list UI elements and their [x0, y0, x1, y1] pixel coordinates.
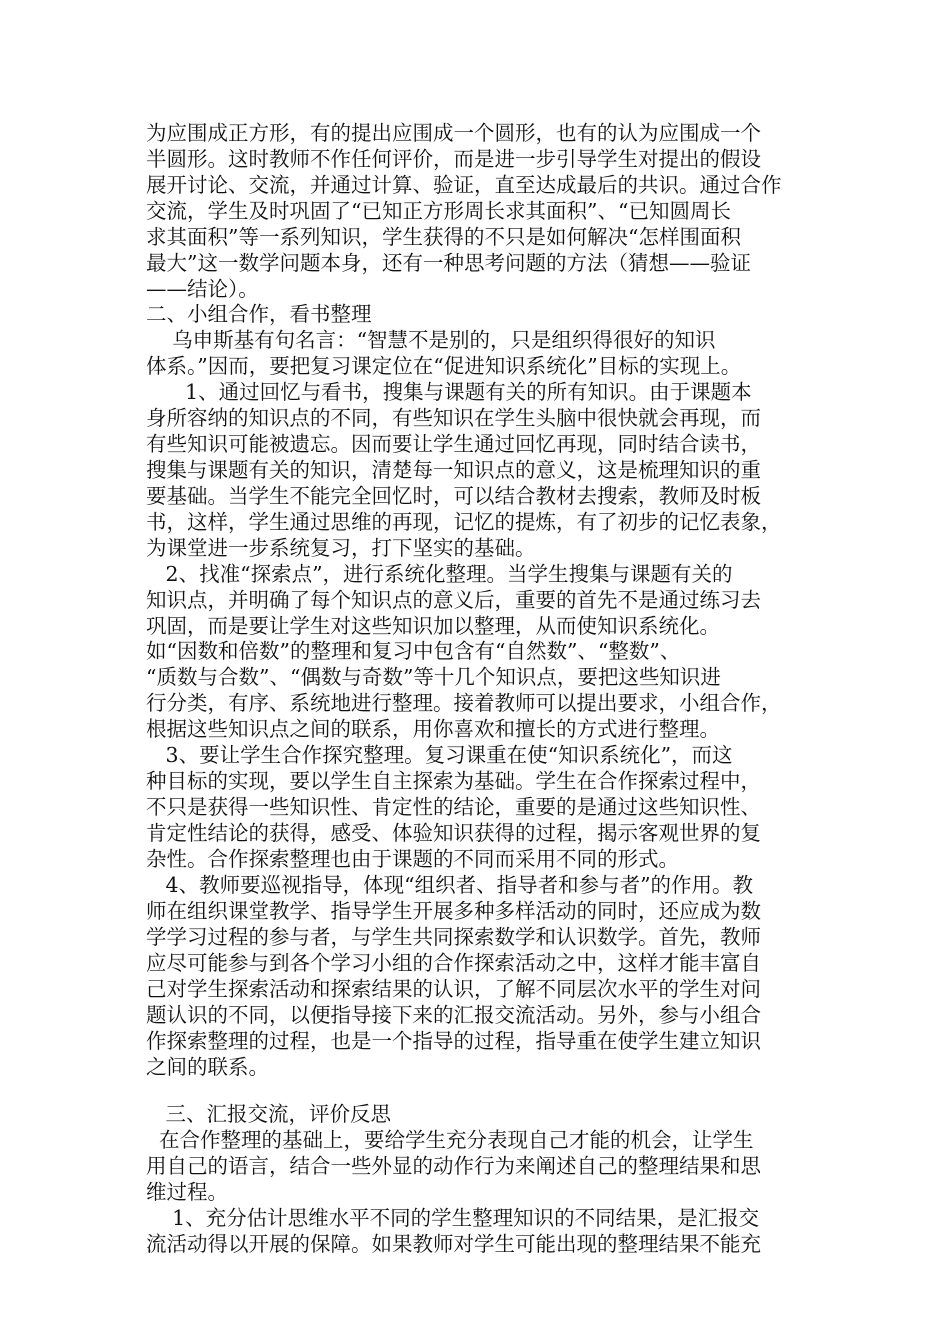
paragraph-line: 杂性。合作探索整理也由于课题的不同而采用不同的形式。	[146, 847, 679, 871]
paragraph-line: 师在组织课堂教学、指导学生开展多种多样活动的同时，还应成为数	[146, 899, 761, 923]
paragraph-line: 交流，学生及时巩固了“已知正方形周长求其面积”、“已知圆周长	[146, 199, 731, 223]
paragraph-line: “质数与合数”、“偶数与奇数”等十几个知识点，要把这些知识进	[146, 665, 721, 689]
section-heading: 三、汇报交流，评价反思	[146, 1102, 392, 1126]
paragraph-line: 流活动得以开展的保障。如果教师对学生可能出现的整理结果不能充	[146, 1232, 761, 1256]
paragraph-line: 己对学生探索活动和探索结果的认识，了解不同层次水平的学生对问	[146, 977, 761, 1001]
paragraph-line: 为应围成正方形，有的提出应围成一个圆形，也有的认为应围成一个	[146, 121, 761, 145]
paragraph-line: 体系。”因而，要把复习课定位在“促进知识系统化”目标的实现上。	[146, 354, 742, 378]
paragraph-line: 为课堂进一步系统复习，打下坚实的基础。	[146, 536, 536, 560]
paragraph-line: 不只是获得一些知识性、肯定性的结论，重要的是通过这些知识性、	[146, 795, 761, 819]
paragraph-line: 搜集与课题有关的知识，清楚每一知识点的意义，这是梳理知识的重	[146, 458, 761, 482]
paragraph-line: 1、充分估计思维水平不同的学生整理知识的不同结果，是汇报交	[146, 1206, 760, 1230]
paragraph-line: 如“因数和倍数”的整理和复习中包含有“自然数”、“整数”、	[146, 639, 681, 663]
paragraph-line: 行分类，有序、系统地进行整理。接着教师可以提出要求，小组合作，	[146, 691, 782, 715]
paragraph-line: ——结论）。	[146, 277, 259, 301]
paragraph-line: 展开讨论、交流，并通过计算、验证，直至达成最后的共识。通过合作	[146, 173, 782, 197]
paragraph-line: 有些知识可能被遗忘。因而要让学生通过回忆再现，同时结合读书，	[146, 432, 761, 456]
paragraph-line: 种目标的实现，要以学生自主探索为基础。学生在合作探索过程中，	[146, 769, 761, 793]
paragraph-line: 半圆形。这时教师不作任何评价，而是进一步引导学生对提出的假设	[146, 147, 761, 171]
paragraph-line: 身所容纳的知识点的不同，有些知识在学生头脑中很快就会再现，而	[146, 406, 761, 430]
paragraph-line: 最大”这一数学问题本身，还有一种思考问题的方法（猜想——验证	[146, 251, 751, 275]
paragraph-line: 维过程。	[146, 1180, 228, 1204]
paragraph-line: 用自己的语言，结合一些外显的动作行为来阐述自己的整理结果和思	[146, 1154, 761, 1178]
paragraph-line: 巩固，而是要让学生对这些知识加以整理，从而使知识系统化。	[146, 614, 720, 638]
paragraph-line: 书，这样，学生通过思维的再现，记忆的提炼，有了初步的记忆表象，	[146, 510, 782, 534]
paragraph-line: 3、要让学生合作探究整理。复习课重在使“知识系统化”，而这	[146, 743, 733, 767]
paragraph-line: 题认识的不同，以便指导接下来的汇报交流活动。另外，参与小组合	[146, 1003, 761, 1027]
section-heading: 二、小组合作，看书整理	[146, 302, 372, 326]
paragraph-line: 肯定性结论的获得，感受、体验知识获得的过程，揭示客观世界的复	[146, 821, 761, 845]
paragraph-line: 作探索整理的过程，也是一个指导的过程，指导重在使学生建立知识	[146, 1029, 761, 1053]
paragraph-line: 应尽可能参与到各个学习小组的合作探索活动之中，这样才能丰富自	[146, 951, 761, 975]
paragraph-line: 求其面积”等一系列知识，学生获得的不只是如何解决“怎样围面积	[146, 225, 741, 249]
paragraph-line: 学学习过程的参与者，与学生共同探索数学和认识数学。首先，教师	[146, 925, 761, 949]
paragraph-line: 1、通过回忆与看书，搜集与课题有关的所有知识。由于课题本	[146, 380, 752, 404]
paragraph-line: 之间的联系。	[146, 1055, 269, 1079]
paragraph-line: 4、教师要巡视指导，体现“组织者、指导者和参与者”的作用。教	[146, 873, 754, 897]
paragraph-line: 知识点，并明确了每个知识点的意义后，重要的首先不是通过练习去	[146, 588, 761, 612]
paragraph-line: 根据这些知识点之间的联系，用你喜欢和擅长的方式进行整理。	[146, 717, 720, 741]
paragraph-line: 在合作整理的基础上，要给学生充分表现自己才能的机会，让学生	[146, 1128, 754, 1152]
paragraph-line: 乌申斯基有句名言：“智慧不是别的，只是组织得很好的知识	[146, 328, 716, 352]
paragraph-line: 2、找准“探索点”，进行系统化整理。当学生搜集与课题有关的	[146, 562, 733, 586]
paragraph-line: 要基础。当学生不能完全回忆时，可以结合教材去搜索，教师及时板	[146, 484, 761, 508]
